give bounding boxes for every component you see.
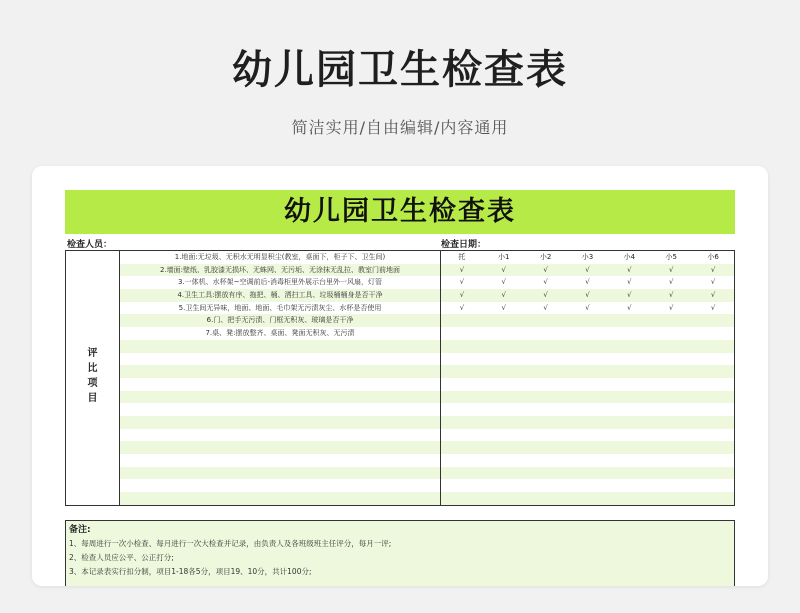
- check-cell[interactable]: [441, 479, 483, 492]
- note-line: 2、检查人员应公平、公正打分;: [69, 553, 174, 562]
- item-row: [120, 302, 440, 315]
- check-cell[interactable]: [483, 365, 525, 378]
- check-cell[interactable]: [567, 314, 609, 327]
- check-cell[interactable]: √: [627, 265, 632, 274]
- class-header-row: [441, 251, 734, 264]
- check-cell[interactable]: √: [668, 265, 674, 274]
- check-row: [441, 416, 734, 429]
- check-cell[interactable]: [608, 403, 650, 416]
- check-cell[interactable]: [483, 391, 525, 404]
- check-row: [441, 264, 734, 277]
- item-text: 6.门、把手无污渍、门框无积灰、玻璃是否干净: [206, 316, 354, 325]
- check-cell[interactable]: [525, 454, 567, 467]
- check-cell[interactable]: [567, 353, 609, 366]
- check-cell[interactable]: √: [710, 303, 716, 312]
- check-cell[interactable]: [567, 492, 609, 505]
- check-cell[interactable]: [692, 365, 734, 378]
- check-cell[interactable]: [650, 492, 692, 505]
- check-cell[interactable]: [525, 429, 567, 442]
- check-cell[interactable]: [567, 391, 609, 404]
- check-cell[interactable]: [608, 378, 650, 391]
- item-row: [120, 340, 440, 353]
- sheet: [65, 190, 735, 576]
- check-cell[interactable]: √: [459, 278, 465, 287]
- check-cell[interactable]: √: [585, 265, 590, 274]
- item-row: [120, 467, 440, 480]
- check-cell[interactable]: [441, 340, 483, 353]
- check-cell[interactable]: [567, 365, 609, 378]
- check-cell[interactable]: [650, 416, 692, 429]
- check-cell[interactable]: √: [459, 303, 465, 312]
- item-row: [120, 327, 440, 340]
- check-cell[interactable]: [608, 479, 650, 492]
- inspector-label: 检查人员：: [67, 240, 113, 250]
- check-cell[interactable]: [608, 429, 650, 442]
- check-cell[interactable]: [525, 416, 567, 429]
- check-cell[interactable]: [441, 314, 483, 327]
- check-cell[interactable]: [483, 429, 525, 442]
- date-label: 检查日期：: [441, 240, 487, 250]
- check-row: [441, 391, 734, 404]
- check-row: [441, 276, 734, 289]
- check-cell[interactable]: [692, 340, 734, 353]
- check-cell[interactable]: [567, 403, 609, 416]
- check-cell[interactable]: √: [668, 278, 674, 287]
- hero-subtitle: 简洁实用/自由编辑/内容通用: [291, 118, 509, 137]
- check-cell[interactable]: [650, 327, 692, 340]
- check-row: [441, 454, 734, 467]
- item-row: [120, 264, 440, 277]
- check-cell[interactable]: [692, 327, 734, 340]
- check-cell[interactable]: [692, 353, 734, 366]
- check-cell[interactable]: [608, 340, 650, 353]
- check-cell[interactable]: √: [543, 291, 548, 300]
- check-cell[interactable]: [525, 314, 567, 327]
- check-cell[interactable]: √: [585, 291, 590, 300]
- check-row: [441, 365, 734, 378]
- check-cell[interactable]: [608, 454, 650, 467]
- class-header: 托: [458, 253, 466, 261]
- check-row: [441, 492, 734, 505]
- item-row: [120, 479, 440, 492]
- item-row: [120, 378, 440, 391]
- check-cell[interactable]: [567, 467, 609, 480]
- check-cell[interactable]: [608, 327, 650, 340]
- item-text: 2.墙面:壁纸、乳胶漆无损坏、无蛛网、无污垢、无涂抹无乱拉、教室门前地面: [159, 265, 401, 274]
- class-header: 小4: [623, 253, 636, 261]
- check-cell[interactable]: [483, 454, 525, 467]
- check-row: [441, 467, 734, 480]
- check-cell[interactable]: [567, 416, 609, 429]
- check-cell[interactable]: [567, 429, 609, 442]
- check-cell[interactable]: [441, 441, 483, 454]
- check-row: [441, 314, 734, 327]
- class-header: 小1: [498, 253, 510, 261]
- check-cell[interactable]: [441, 492, 483, 505]
- check-cell[interactable]: √: [501, 265, 507, 274]
- item-row: [120, 365, 440, 378]
- note-line: 1、每周进行一次小检查、每月进行一次大检查并记录，由负责人及各班级班主任评分，每月一评;: [69, 539, 392, 548]
- check-cell[interactable]: [650, 378, 692, 391]
- check-cell[interactable]: [692, 314, 734, 327]
- item-row: [120, 276, 440, 289]
- check-cell[interactable]: [650, 340, 692, 353]
- check-cell[interactable]: [650, 365, 692, 378]
- check-row: [441, 441, 734, 454]
- check-row: [441, 479, 734, 492]
- check-cell[interactable]: [567, 479, 609, 492]
- check-cell[interactable]: [650, 429, 692, 442]
- check-cell[interactable]: √: [585, 303, 590, 312]
- sheet-title: 幼儿园卫生检查表: [65, 190, 735, 234]
- check-cell[interactable]: √: [627, 291, 632, 300]
- check-cell[interactable]: [441, 365, 483, 378]
- check-cell[interactable]: √: [627, 303, 632, 312]
- check-cell[interactable]: [483, 353, 525, 366]
- items-column: [120, 251, 440, 505]
- side-char: 比: [87, 363, 98, 374]
- check-cell[interactable]: √: [710, 265, 716, 274]
- check-cell[interactable]: [650, 467, 692, 480]
- check-cell[interactable]: [650, 353, 692, 366]
- check-row: [441, 327, 734, 340]
- side-char: 目: [87, 393, 98, 404]
- check-cell[interactable]: [483, 314, 525, 327]
- check-cell[interactable]: [692, 416, 734, 429]
- item-row: [120, 403, 440, 416]
- check-cell[interactable]: [483, 340, 525, 353]
- check-cell[interactable]: √: [585, 278, 590, 287]
- check-cell[interactable]: [441, 353, 483, 366]
- note-line: 3、本记录表实行扣分制，项目1-18各5分，项目19、10分，共计100分;: [69, 567, 312, 576]
- check-cell[interactable]: √: [543, 265, 548, 274]
- check-row: [441, 378, 734, 391]
- check-cell[interactable]: [692, 492, 734, 505]
- item-text: 1.地面:无垃圾、无积水无明显积尘(教室，桌面下，柜子下、卫生间): [174, 253, 386, 261]
- check-cell[interactable]: √: [668, 303, 674, 312]
- check-cell[interactable]: [483, 327, 525, 340]
- check-cell[interactable]: [441, 378, 483, 391]
- check-cell[interactable]: [483, 416, 525, 429]
- notes-box: [65, 520, 735, 586]
- check-cell[interactable]: √: [459, 265, 465, 274]
- check-cell[interactable]: [650, 479, 692, 492]
- check-cell[interactable]: [608, 314, 650, 327]
- check-cell[interactable]: [650, 391, 692, 404]
- item-row: [120, 454, 440, 467]
- check-cell[interactable]: [441, 467, 483, 480]
- check-cell[interactable]: [608, 365, 650, 378]
- check-cell[interactable]: [483, 378, 525, 391]
- item-text: 3.一体机、水杯架~空调前后-消毒柜里外展示台里外一风扇，灯管: [177, 278, 383, 287]
- side-char: 评: [87, 348, 98, 359]
- class-header: 小6: [707, 253, 719, 261]
- check-cell[interactable]: [608, 416, 650, 429]
- check-cell[interactable]: √: [543, 303, 548, 312]
- check-cell[interactable]: [483, 479, 525, 492]
- check-cell[interactable]: [483, 467, 525, 480]
- check-cell[interactable]: [525, 327, 567, 340]
- check-cell[interactable]: [441, 454, 483, 467]
- check-cell[interactable]: √: [627, 278, 632, 287]
- check-cell[interactable]: [650, 454, 692, 467]
- item-row: [120, 353, 440, 366]
- check-cell[interactable]: √: [710, 278, 716, 287]
- check-cell[interactable]: [525, 441, 567, 454]
- check-cell[interactable]: [483, 403, 525, 416]
- check-cell[interactable]: [525, 403, 567, 416]
- check-cell[interactable]: [483, 492, 525, 505]
- check-cell[interactable]: [441, 391, 483, 404]
- item-row: [120, 492, 440, 505]
- checks-column: [441, 251, 734, 505]
- check-cell[interactable]: [567, 340, 609, 353]
- item-row: [120, 441, 440, 454]
- check-cell[interactable]: [525, 492, 567, 505]
- check-cell[interactable]: [692, 467, 734, 480]
- check-cell[interactable]: √: [501, 291, 507, 300]
- check-cell[interactable]: [525, 467, 567, 480]
- check-cell[interactable]: [567, 441, 609, 454]
- check-cell[interactable]: [525, 365, 567, 378]
- check-cell[interactable]: [567, 327, 609, 340]
- check-row: [441, 353, 734, 366]
- sheet-card: [32, 166, 768, 586]
- check-cell[interactable]: [692, 454, 734, 467]
- item-text: 4.卫生工具:摆放有序、拖把、桶、洒扫工具、垃圾桶桶身是否干净: [177, 291, 383, 300]
- check-row: [441, 340, 734, 353]
- check-row: [441, 289, 734, 302]
- item-row: [120, 429, 440, 442]
- side-label: [66, 346, 119, 406]
- item-row: [120, 289, 440, 302]
- side-char: 项: [87, 378, 98, 389]
- check-cell[interactable]: [608, 467, 650, 480]
- check-cell[interactable]: [692, 391, 734, 404]
- check-cell[interactable]: [608, 391, 650, 404]
- check-cell[interactable]: [608, 353, 650, 366]
- check-cell[interactable]: [608, 441, 650, 454]
- check-cell[interactable]: [525, 479, 567, 492]
- check-cell[interactable]: [441, 416, 483, 429]
- notes-heading: 备注:: [69, 525, 91, 535]
- check-cell[interactable]: [608, 492, 650, 505]
- item-row: [120, 391, 440, 404]
- item-row: [120, 251, 440, 264]
- meta-row: [65, 234, 735, 250]
- check-cell[interactable]: [525, 378, 567, 391]
- check-cell[interactable]: √: [543, 278, 548, 287]
- check-cell[interactable]: [692, 479, 734, 492]
- check-cell[interactable]: [567, 378, 609, 391]
- check-cell[interactable]: [525, 353, 567, 366]
- class-header: 小5: [665, 253, 677, 261]
- side-label-cell: [66, 251, 120, 505]
- check-cell[interactable]: [441, 327, 483, 340]
- check-cell[interactable]: [567, 454, 609, 467]
- check-cell[interactable]: [441, 403, 483, 416]
- check-cell[interactable]: [650, 403, 692, 416]
- check-cell[interactable]: √: [668, 291, 674, 300]
- check-cell[interactable]: [692, 441, 734, 454]
- class-header: 小2: [539, 253, 552, 261]
- check-row: [441, 302, 734, 315]
- check-cell[interactable]: √: [501, 303, 507, 312]
- check-cell[interactable]: √: [710, 291, 716, 300]
- check-cell[interactable]: [650, 314, 692, 327]
- item-text: 7.桌、凳:摆放整齐、桌面、凳面无积灰、无污渍: [205, 329, 355, 338]
- check-cell[interactable]: [692, 429, 734, 442]
- item-row: [120, 416, 440, 429]
- check-cell[interactable]: [692, 378, 734, 391]
- check-cell[interactable]: [525, 340, 567, 353]
- hero-title: 幼儿园卫生检查表: [232, 47, 568, 93]
- check-grid: [65, 250, 735, 506]
- check-cell[interactable]: [441, 429, 483, 442]
- check-cell[interactable]: [525, 391, 567, 404]
- check-cell[interactable]: [650, 441, 692, 454]
- check-cell[interactable]: [692, 403, 734, 416]
- item-row: [120, 314, 440, 327]
- check-row: [441, 403, 734, 416]
- class-header: 小3: [581, 253, 594, 261]
- check-cell[interactable]: √: [501, 278, 507, 287]
- check-cell[interactable]: √: [459, 291, 465, 300]
- item-text: 5.卫生间无异味，地面、地面、毛巾架无污渍灰尘、水杯是否使用: [178, 303, 382, 312]
- check-cell[interactable]: [483, 441, 525, 454]
- check-row: [441, 429, 734, 442]
